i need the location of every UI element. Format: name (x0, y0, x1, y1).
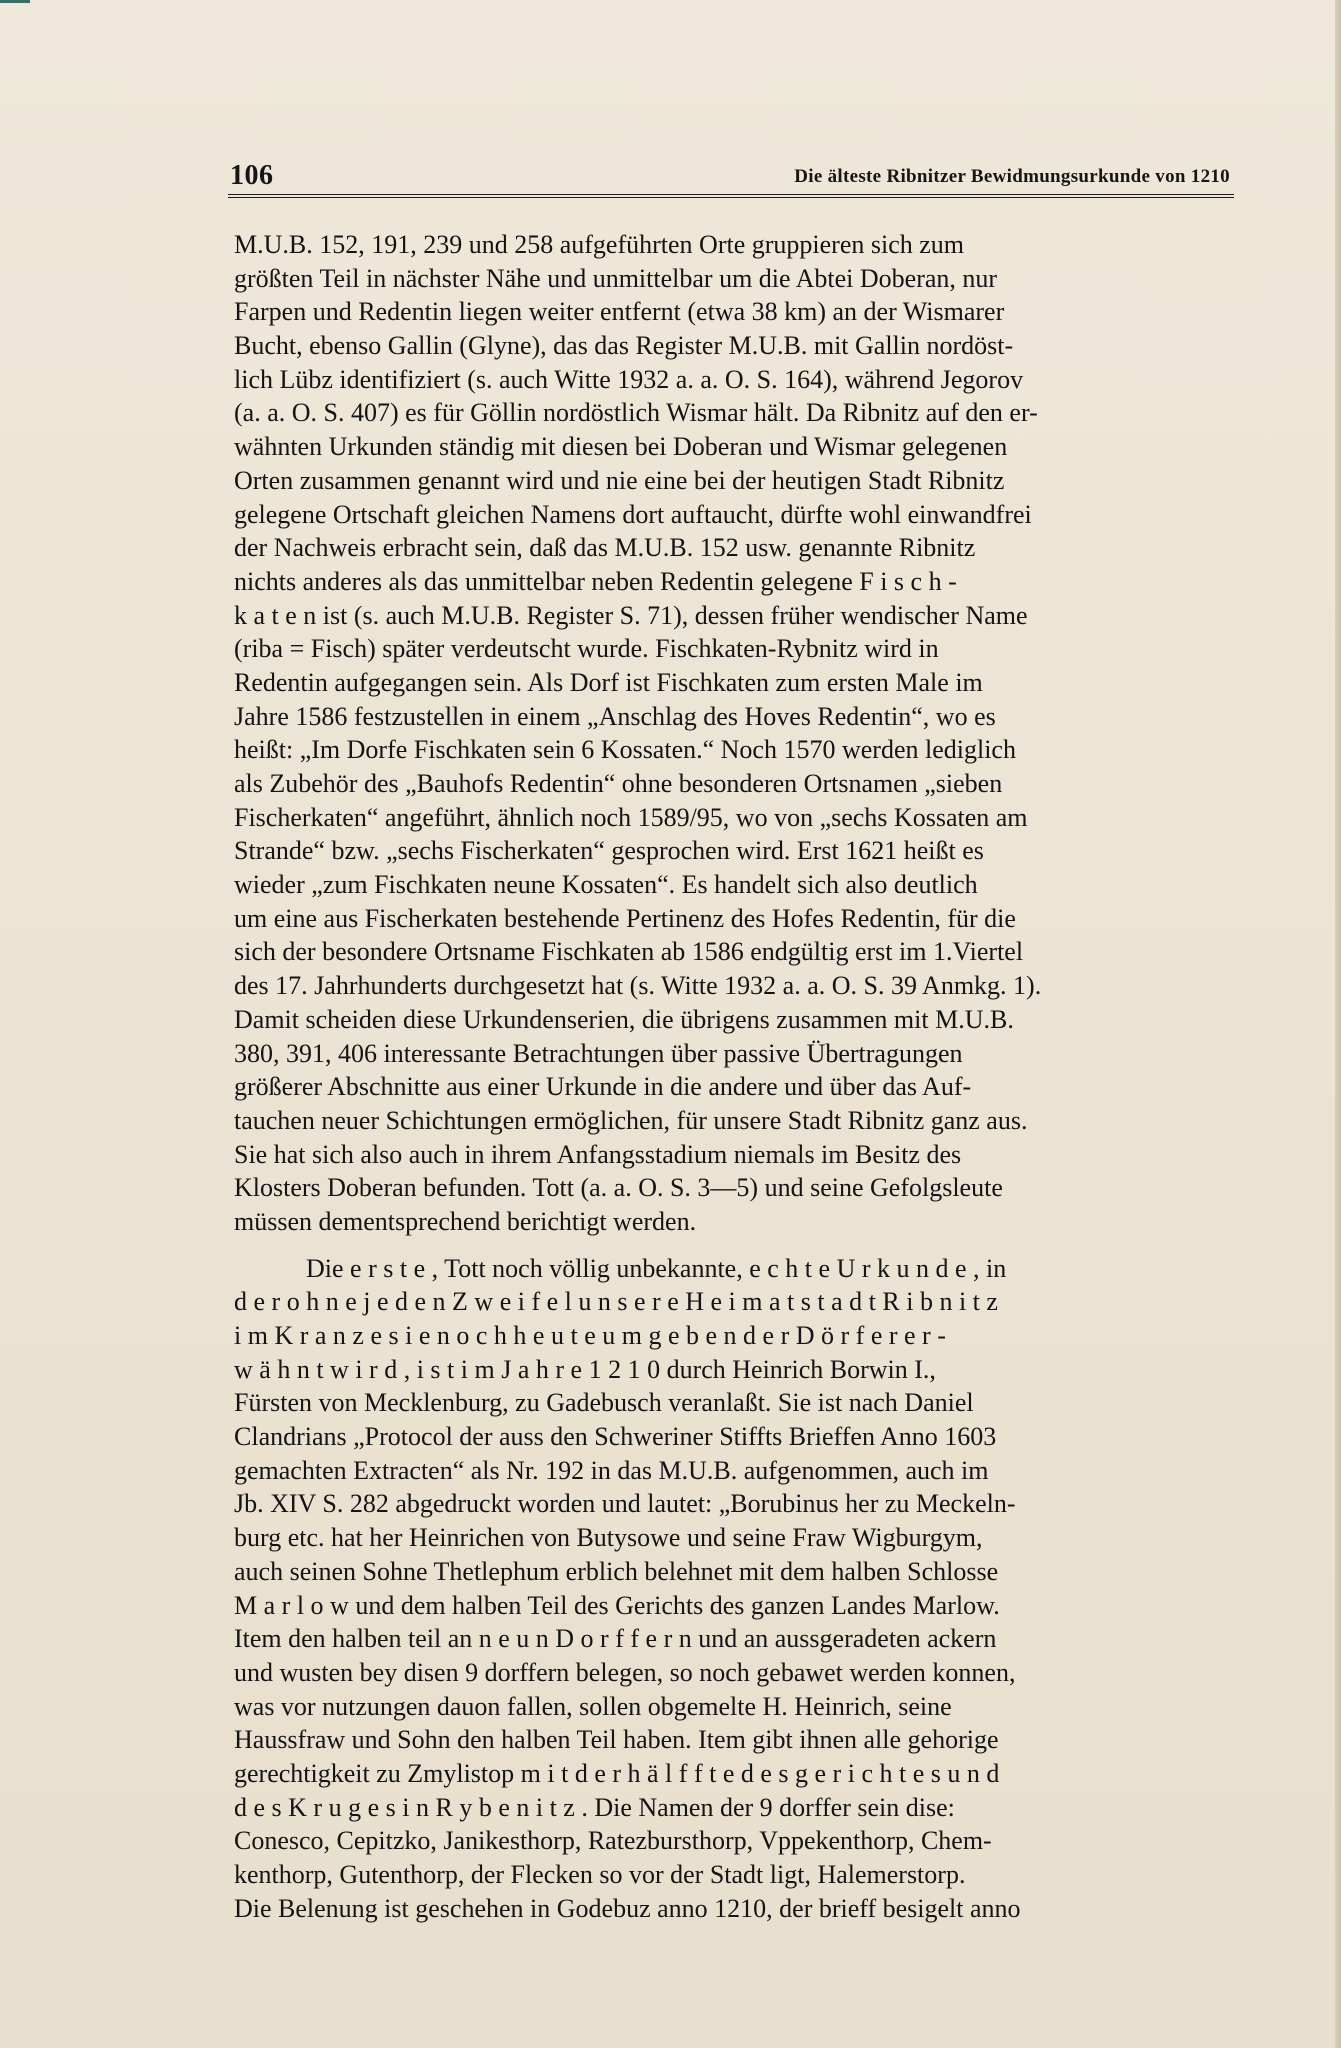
text-line: um eine aus Fischerkaten bestehende Pertinenz des Hofes Redentin, für die (234, 903, 1016, 933)
text-line: größerer Abschnitte aus einer Urkunde in die andere und über das Auf- (234, 1072, 972, 1102)
text-line: Damit scheiden diese Urkundenserien, die übrigens zusammen mit M.U.B. (234, 1004, 1014, 1034)
paragraph (234, 1252, 1254, 1926)
text-line: des 17. Jahrhunderts durchgesetzt hat (s. Witte 1932 a. a. O. S. 39 Anmkg. 1). (234, 971, 1042, 1001)
text-line: Bucht, ebenso Gallin (Glyne), das das Register M.U.B. mit Gallin nordöst- (234, 331, 1014, 361)
text-line: als Zubehör des „Bauhofs Redentin“ ohne besonderen Ortsnamen „sieben (234, 769, 1003, 798)
text-line: (riba = Fisch) später verdeutscht wurde. Fischkaten-Rybnitz wird in (234, 634, 939, 664)
text-line: wieder „zum Fischkaten neune Kossaten“. Es handelt sich also deutlich (234, 870, 978, 900)
text-line: i m K r a n z e s i e n o c h h e u t e u m g e b e n d e r D ö r f e r e r - (234, 1321, 946, 1350)
text-line: gerechtigkeit zu Zmylistop m i t d e r h ä l f f t e d e s g e r i c h t e s u n d (234, 1758, 1000, 1788)
corner-mark (0, 0, 30, 3)
page-header (228, 150, 1234, 198)
paragraph (234, 228, 1254, 1239)
text-line: gemachten Extracten“ als Nr. 192 in das M.U.B. aufgenommen, auch im (234, 1455, 989, 1485)
text-line: Sie hat sich also auch in ihrem Anfangsstadium niemals im Besitz des (234, 1139, 962, 1169)
paragraph-gap (234, 1239, 1254, 1252)
text-line: Klosters Doberan befunden. Tott (a. a. O. S. 3—5) und seine Gefolgsleute (234, 1173, 1003, 1203)
body-text (234, 228, 1254, 1925)
text-line: Redentin aufgegangen sein. Als Dorf ist Fischkaten zum ersten Male im (234, 667, 983, 697)
text-line: Strande“ bzw. „sechs Fischerkaten“ gesprochen wird. Erst 1621 heißt es (234, 836, 984, 866)
text-line: was vor nutzungen dauon fallen, sollen obgemelte H. Heinrich, seine (234, 1691, 952, 1721)
text-line: Item den halben teil an n e u n D o r f f e r n und an aussgeradeten ackern (234, 1624, 997, 1654)
text-line: Farpen und Redentin liegen weiter entfernt (etwa 38 km) an der Wismarer (234, 297, 1005, 327)
text-line: Orten zusammen genannt wird und nie eine bei der heutigen Stadt Ribnitz (234, 465, 1005, 495)
text-line: 380, 391, 406 interessante Betrachtungen über passive Übertragungen (234, 1038, 963, 1068)
text-line: (a. a. O. S. 407) es für Göllin nordöstlich Wismar hält. Da Ribnitz auf den er- (234, 398, 1038, 428)
text-line: Conesco, Cepitzko, Janikesthorp, Ratezbursthorp, Vppekenthorp, Chem- (234, 1826, 992, 1856)
text-line: sich der besondere Ortsname Fischkaten ab 1586 endgültig erst im 1.Viertel (234, 937, 1024, 967)
text-line: d e s K r u g e s i n R y b e n i t z . Die Namen der 9 dorffer sein dise: (234, 1792, 955, 1822)
text-line: gelegene Ortschaft gleichen Namens dort auftaucht, dürfte wohl einwandfrei (234, 499, 1032, 529)
text-line: auch seinen Sohne Thetlephum erblich belehnet mit dem halben Schlosse (234, 1556, 999, 1586)
text-line: Jb. XIV S. 282 abgedruckt worden und lautet: „Borubinus her zu Meckeln- (234, 1489, 1016, 1519)
text-line: d e r o h n e j e d e n Z w e i f e l u n s e r e H e i m a t s t a d t R i b n i t z (234, 1287, 998, 1317)
text-line: k a t e n ist (s. auch M.U.B. Register S. 71), dessen früher wendischer Name (234, 600, 1028, 630)
running-title: Die älteste Ribnitzer Bewidmungsurkunde von 1210 (794, 166, 1230, 187)
text-line: Fürsten von Mecklenburg, zu Gadebusch veranlaßt. Sie ist nach Daniel (234, 1388, 974, 1418)
text-line: Die Belenung ist geschehen in Godebuz anno 1210, der brieff besigelt anno (234, 1893, 1021, 1923)
text-line: kenthorp, Gutenthorp, der Flecken so vor der Stadt ligt, Halemerstorp. (234, 1860, 966, 1889)
text-line: Haussfraw und Sohn den halben Teil haben. Item gibt ihnen alle gehorige (234, 1725, 999, 1755)
page-number: 106 (230, 160, 274, 191)
text-line: Jahre 1586 festzustellen in einem „Anschlag des Hoves Redentin“, wo es (234, 701, 996, 731)
page-edge (1335, 0, 1341, 2048)
text-line: w ä h n t w i r d , i s t i m J a h r e 1 2 1 0 durch Heinrich Borwin I., (234, 1354, 936, 1384)
text-line: heißt: „Im Dorfe Fischkaten sein 6 Kossaten.“ Noch 1570 werden lediglich (234, 735, 1016, 765)
text-line: und wusten bey disen 9 dorffern belegen, so noch gebawet werden konnen, (234, 1657, 1016, 1687)
text-line: M.U.B. 152, 191, 239 und 258 aufgeführten Orte gruppieren sich zum (234, 230, 965, 259)
text-line: lich Lübz identifiziert (s. auch Witte 1932 a. a. O. S. 164), während Jegorov (234, 364, 1024, 394)
text-line: nichts anderes als das unmittelbar neben Redentin gelegene F i s c h - (234, 566, 957, 596)
text-line: Clandrians „Protocol der auss den Schweriner Stiffts Brieffen Anno 1603 (234, 1422, 997, 1452)
text-line: wähnten Urkunden ständig mit diesen bei Doberan und Wismar gelegenen (234, 432, 1008, 462)
text-line: Die e r s t e , Tott noch völlig unbekannte, e c h t e U r k u n d e , in (306, 1253, 1007, 1283)
text-line: größten Teil in nächster Nähe und unmittelbar um die Abtei Doberan, nur (234, 263, 998, 293)
text-line: tauchen neuer Schichtungen ermöglichen, für unsere Stadt Ribnitz ganz aus. (234, 1105, 1028, 1135)
text-line: M a r l o w und dem halben Teil des Gerichts des ganzen Landes Marlow. (234, 1590, 1000, 1620)
text-line: müssen dementsprechend berichtigt werden. (234, 1206, 697, 1236)
text-line: der Nachweis erbracht sein, daß das M.U.B. 152 usw. genannte Ribnitz (234, 533, 976, 563)
text-line: burg etc. hat her Heinrichen von Butysowe und seine Fraw Wigburgym, (234, 1523, 983, 1553)
text-line: Fischerkaten“ angeführt, ähnlich noch 1589/95, wo von „sechs Kossaten am (234, 802, 1028, 832)
